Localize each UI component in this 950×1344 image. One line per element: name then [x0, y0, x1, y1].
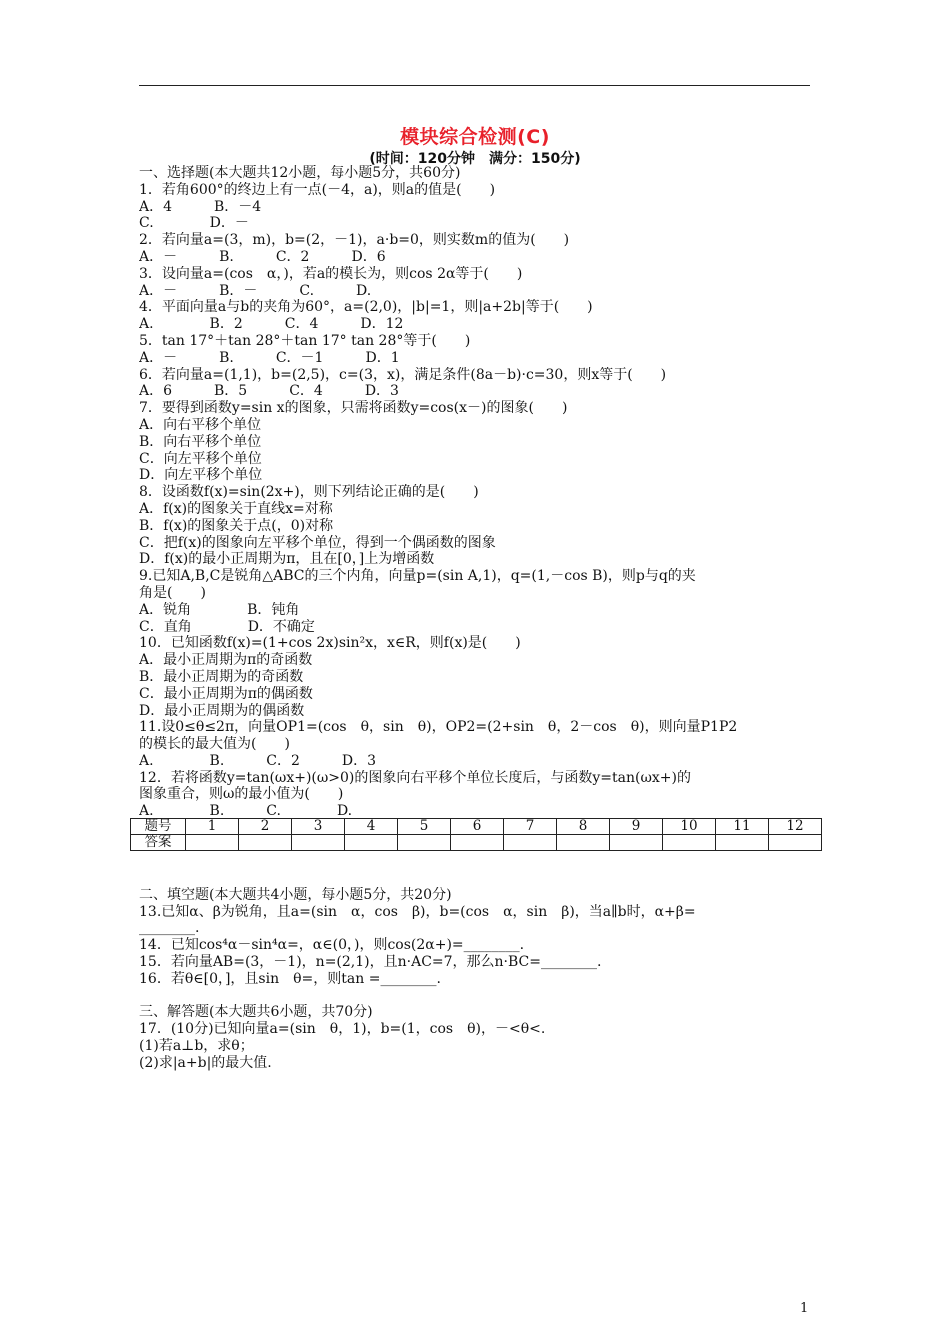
text-line: B．向右平移个单位	[139, 433, 262, 450]
text-line: C. D．－	[139, 215, 249, 232]
text-line: 2．若向量a=(3，m)，b=(2，－1)，a·b=0，则实数m的值为( )	[139, 232, 570, 249]
text-line: 7．要得到函数y=sin x的图象，只需将函数y=cos(x－)的图象( )	[139, 400, 568, 417]
text-line	[139, 870, 819, 887]
text-line: D．最小正周期为的偶函数	[139, 702, 305, 719]
text-line: A．最小正周期为π的奇函数	[139, 652, 313, 669]
page-title: 模块综合检测(C)	[400, 126, 550, 148]
text-line: A．－ B. C．－1 D．1	[139, 349, 400, 366]
question-list-top	[139, 165, 819, 820]
text-line: 14．已知cos⁴α－sin⁴α=，α∈(0，)，则cos(2α+)=________.	[139, 937, 525, 954]
answer-table-answer-cell[interactable]	[504, 835, 557, 851]
text-line: 12．若将函数y=tan(ωx+)(ω>0)的图象向右平移个单位长度后，与函数y=tan(ωx+)的	[139, 769, 691, 786]
answer-table-answer-cell[interactable]	[716, 835, 769, 851]
text-line: 17．(10分)已知向量a=(sin θ，1)，b=(1，cos θ)，－<θ<.	[139, 1021, 546, 1038]
answer-table-number-cell: 6	[451, 819, 504, 835]
answer-table-number-cell: 4	[345, 819, 398, 835]
answer-table-header-label: 题号	[131, 819, 186, 835]
text-line: A．－ B．－ C. D.	[139, 282, 372, 299]
text-line: 10．已知函数f(x)=(1+cos 2x)sin²x，x∈R，则f(x)是( )	[139, 635, 521, 652]
text-line: 16．若θ∈[0，]，且sin θ=，则tan =________.	[139, 970, 441, 987]
text-line: A．－ B. C．2 D．6	[139, 248, 386, 265]
answer-table-answer-cell[interactable]	[186, 835, 239, 851]
page-number: 1	[800, 1301, 809, 1316]
text-line: 图象重合，则ω的最小值为( )	[139, 786, 344, 803]
text-line: 9.已知A,B,C是锐角△ABC的三个内角，向量p=(sin A,1)，q=(1,－cos B)，则p与q的夹	[139, 568, 696, 585]
text-line: D．向左平移个单位	[139, 467, 263, 484]
text-line: A. B. C．2 D．3	[139, 752, 377, 769]
answer-table-answer-label: 答案	[131, 835, 186, 851]
text-line: A．f(x)的图象关于直线x=对称	[139, 500, 333, 517]
answer-table-answer-cell[interactable]	[398, 835, 451, 851]
answer-table-answer-cell[interactable]	[557, 835, 610, 851]
text-line: B．f(x)的图象关于点(，0)对称	[139, 517, 334, 534]
text-line: 11.设0≤θ≤2π，向量OP1=(cos θ，sin θ)，OP2=(2+sin θ，2－cos θ)，则向量P1P2	[139, 719, 738, 736]
answer-table-number-cell: 7	[504, 819, 557, 835]
answer-table-number-cell: 12	[769, 819, 822, 835]
text-line: 4．平面向量a与b的夹角为60°，a=(2,0)，|b|=1，则|a+2b|等于( )	[139, 299, 593, 316]
answer-table-number-cell: 10	[663, 819, 716, 835]
answer-table-answer-cell[interactable]	[451, 835, 504, 851]
answer-table-number-cell: 2	[239, 819, 292, 835]
text-line: 二、填空题(本大题共4小题，每小题5分，共20分)	[139, 886, 452, 903]
answer-table-answer-cell[interactable]	[239, 835, 292, 851]
text-line: A．向右平移个单位	[139, 416, 262, 433]
header-rule	[139, 85, 810, 86]
text-line: 5．tan 17°＋tan 28°＋tan 17° tan 28°等于( )	[139, 332, 471, 349]
text-line: 1．若角600°的终边上有一点(－4，a)，则a的值是( )	[139, 181, 496, 198]
answer-table	[130, 818, 822, 851]
text-line: A. B．2 C．4 D．12	[139, 316, 404, 333]
question-list-bottom	[139, 870, 819, 1072]
answer-table-number-cell: 1	[186, 819, 239, 835]
text-line: 三、解答题(本大题共6小题，共70分)	[139, 1004, 373, 1021]
text-line: C．最小正周期为π的偶函数	[139, 685, 313, 702]
text-line: A．4 B．－4	[139, 198, 262, 215]
text-line: B．最小正周期为的奇函数	[139, 668, 304, 685]
answer-table-answer-cell[interactable]	[769, 835, 822, 851]
text-line: ________.	[139, 920, 200, 937]
answer-table-answer-cell[interactable]	[663, 835, 716, 851]
answer-table-number-cell: 3	[292, 819, 345, 835]
text-line: 13.已知α、β为锐角，且a=(sin α，cos β)，b=(cos α，sin β)，当a∥b时，α+β=	[139, 903, 696, 920]
text-line: A．锐角 B．钝角	[139, 601, 300, 618]
text-line: 的模长的最大值为( )	[139, 736, 290, 753]
text-line: (2)求|a+b|的最大值.	[139, 1054, 272, 1071]
text-line: 一、选择题(本大题共12小题，每小题5分，共60分)	[139, 165, 461, 181]
text-line: C．把f(x)的图象向左平移个单位，得到一个偶函数的图象	[139, 534, 496, 551]
text-line: 角是( )	[139, 584, 206, 601]
answer-table-number-cell: 11	[716, 819, 769, 835]
answer-table-answer-row	[131, 835, 822, 851]
answer-table-number-cell: 9	[610, 819, 663, 835]
text-line	[139, 988, 819, 1005]
page-subtitle: (时间：120分钟 满分：150分)	[369, 151, 581, 167]
text-line: C．向左平移个单位	[139, 450, 262, 467]
answer-table-number-cell: 8	[557, 819, 610, 835]
answer-table-header-row	[131, 819, 822, 835]
text-line: A. B. C. D.	[139, 803, 353, 820]
answer-table-number-cell: 5	[398, 819, 451, 835]
text-line: (1)若a⊥b，求θ；	[139, 1037, 254, 1054]
text-line: 8．设函数f(x)=sin(2x+)，则下列结论正确的是( )	[139, 484, 479, 501]
text-line: C．直角 D．不确定	[139, 618, 315, 635]
text-line: 6．若向量a=(1,1)，b=(2,5)，c=(3，x)，满足条件(8a－b)·c=30，则x等于( )	[139, 366, 667, 383]
answer-table-answer-cell[interactable]	[610, 835, 663, 851]
text-line: A．6 B．5 C．4 D．3	[139, 383, 399, 400]
text-line: D．f(x)的最小正周期为π，且在[0，]上为增函数	[139, 551, 435, 568]
text-line: 15．若向量AB=(3，－1)，n=(2,1)，且n·AC=7，那么n·BC=________.	[139, 953, 602, 970]
answer-table-answer-cell[interactable]	[292, 835, 345, 851]
text-line: 3．设向量a=(cos α，)，若a的模长为，则cos 2α等于( )	[139, 265, 523, 282]
answer-table-answer-cell[interactable]	[345, 835, 398, 851]
